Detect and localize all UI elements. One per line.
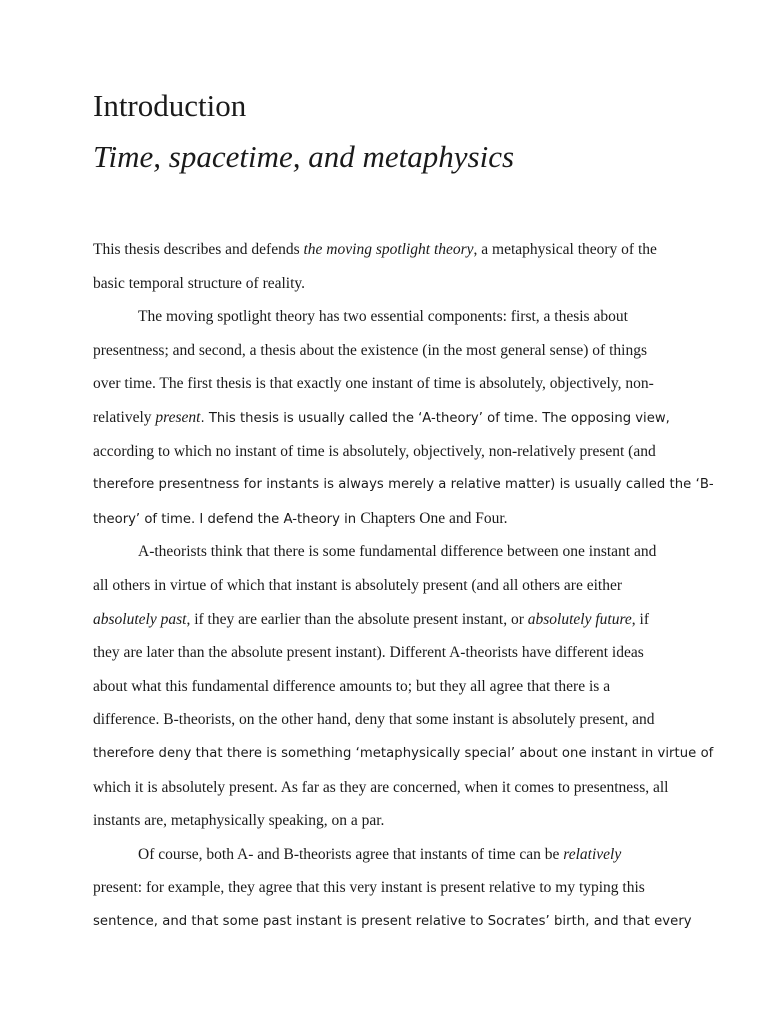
text-run: A-theorists think that there is some fundamental difference between one instant and — [138, 543, 657, 561]
text-line — [93, 233, 673, 267]
text-run: , if they are earlier than the absolute present instant, or — [186, 610, 528, 628]
text-run: which it is absolutely present. As far as they are concerned, when it comes to presentness, all — [93, 778, 669, 796]
text-run: therefore deny that there is something ‘metaphysically special’ about one instant in virtue of — [93, 745, 714, 761]
text-run: basic temporal structure of reality. — [93, 274, 306, 292]
text-line — [93, 300, 673, 334]
text-run: all others in virtue of which that instant is absolutely present (and all others are either — [93, 576, 622, 594]
italic-text: absolutely past — [93, 610, 187, 628]
text-line — [93, 771, 673, 805]
text-line — [93, 569, 673, 603]
text-run: , if — [631, 610, 650, 628]
text-run: present: for example, they agree that this very instant is present relative to my typing this — [93, 879, 645, 897]
text-run: sentence, and that some past instant is present relative to Socrates’ birth, and that every — [93, 913, 692, 929]
chapter-title: Introduction — [93, 88, 247, 123]
text-line — [93, 435, 673, 469]
text-line — [93, 804, 673, 838]
text-run: Of course, both A- and B-theorists agree that instants of time can be — [138, 845, 564, 863]
text-line — [93, 367, 673, 401]
text-run: . This thesis is usually called the ‘A-theory’ of time. The opposing view, — [200, 410, 670, 426]
text-run: This thesis describes and defends — [93, 241, 304, 258]
italic-text: present — [155, 408, 201, 426]
text-run: they are later than the absolute present instant). Different A-theorists have different ideas — [93, 644, 644, 662]
text-run: therefore presentness for instants is always merely a relative matter) is usually called the ‘B- — [93, 477, 714, 493]
text-run: according to which no instant of time is absolutely, objectively, non-relatively present (and — [93, 442, 656, 460]
text-line — [93, 535, 673, 569]
text-run: over time. The first thesis is that exactly one instant of time is absolutely, objectively, non- — [93, 375, 654, 393]
text-line — [93, 636, 673, 670]
italic-text: the moving spotlight theory — [303, 241, 474, 258]
text-run: presentness; and second, a thesis about the existence (in the most general sense) of things — [93, 341, 647, 359]
text-line — [93, 871, 673, 905]
text-line — [93, 468, 714, 502]
text-run: difference. B-theorists, on the other hand, deny that some instant is absolutely present, and — [93, 711, 655, 729]
text-line — [93, 737, 714, 771]
text-line — [93, 703, 673, 737]
italic-text: absolutely future — [527, 610, 632, 628]
text-line — [93, 401, 673, 435]
text-line — [93, 603, 673, 637]
text-run: instants are, metaphysically speaking, on a par. — [93, 812, 385, 830]
text-line — [93, 838, 673, 872]
body-text — [93, 233, 714, 938]
text-line — [93, 267, 673, 301]
italic-text: relatively — [563, 845, 622, 863]
text-run: about what this fundamental difference amounts to; but they all agree that there is a — [93, 677, 611, 695]
text-run: relatively — [93, 408, 156, 426]
text-run: theory’ of time. I defend the A-theory in — [93, 511, 361, 527]
text-line — [93, 670, 673, 704]
text-run: Chapters One and Four. — [360, 509, 508, 527]
text-run: The moving spotlight theory has two essential components: first, a thesis about — [138, 308, 628, 326]
text-run: , a metaphysical theory of the — [473, 241, 657, 258]
chapter-subtitle: Time, spacetime, and metaphysics — [93, 139, 515, 174]
text-line — [93, 905, 692, 939]
text-line — [93, 334, 673, 368]
text-line — [93, 502, 673, 536]
